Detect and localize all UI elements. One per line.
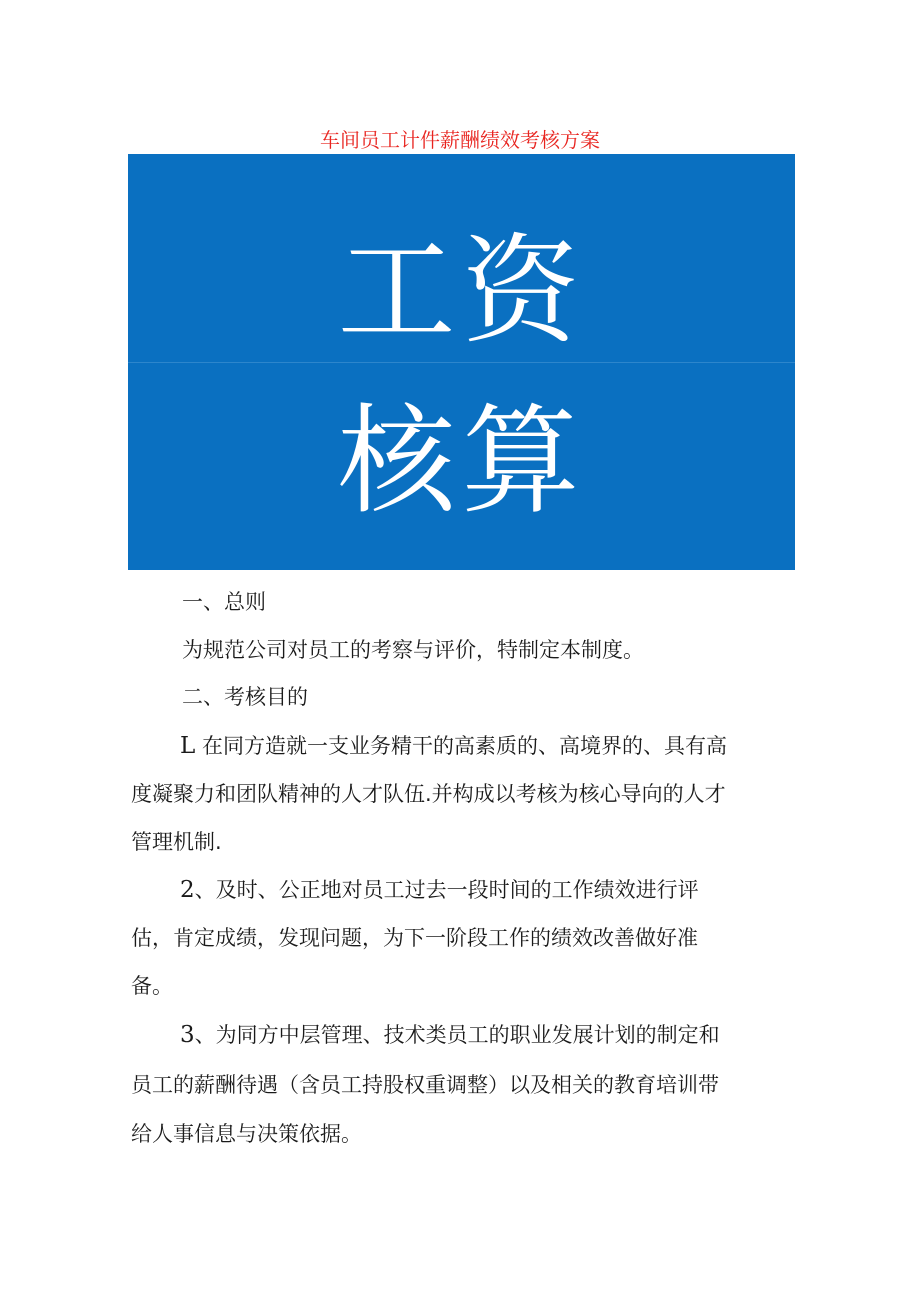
banner-text-line1: 工资 xyxy=(337,222,586,360)
purpose-item-2-line-2: 估，肯定成绩，发现问题，为下一阶段工作的绩效改善做好准 xyxy=(131,926,698,950)
purpose-item-1-line-3: 管理机制. xyxy=(131,830,222,854)
section-heading-general: 一、总则 xyxy=(182,590,266,614)
purpose-item-1-number: L xyxy=(180,733,196,759)
purpose-item-1-line-2: 度凝聚力和团队精神的人才队伍.并构成以考核为核心导向的人才 xyxy=(131,782,726,806)
purpose-item-2-line-1: 2、及时、公正地对员工过去一段时间的工作绩效进行评 xyxy=(180,877,699,903)
purpose-item-3-number: 3 xyxy=(180,1022,195,1048)
document-title: 车间员工计件薪酬绩效考核方案 xyxy=(320,128,600,152)
purpose-item-2-line-3: 备。 xyxy=(131,974,173,998)
purpose-item-3-line-2: 员工的薪酬待遇（含员工持股权重调整）以及相关的教育培训带 xyxy=(131,1073,719,1097)
general-paragraph: 为规范公司对员工的考察与评价，特制定本制度。 xyxy=(182,638,644,662)
purpose-item-1-line-1: L 在同方造就一支业务精干的高素质的、高境界的、具有高 xyxy=(180,733,727,759)
title-banner xyxy=(128,154,795,570)
banner-divider xyxy=(128,362,795,363)
banner-text-line2: 核算 xyxy=(337,392,586,530)
purpose-item-3-line-3: 给人事信息与决策依据。 xyxy=(131,1122,362,1146)
section-heading-purpose: 二、考核目的 xyxy=(182,685,308,709)
purpose-item-3-line-1: 3、为同方中层管理、技术类员工的职业发展计划的制定和 xyxy=(180,1022,720,1048)
purpose-item-2-number: 2 xyxy=(180,877,195,903)
